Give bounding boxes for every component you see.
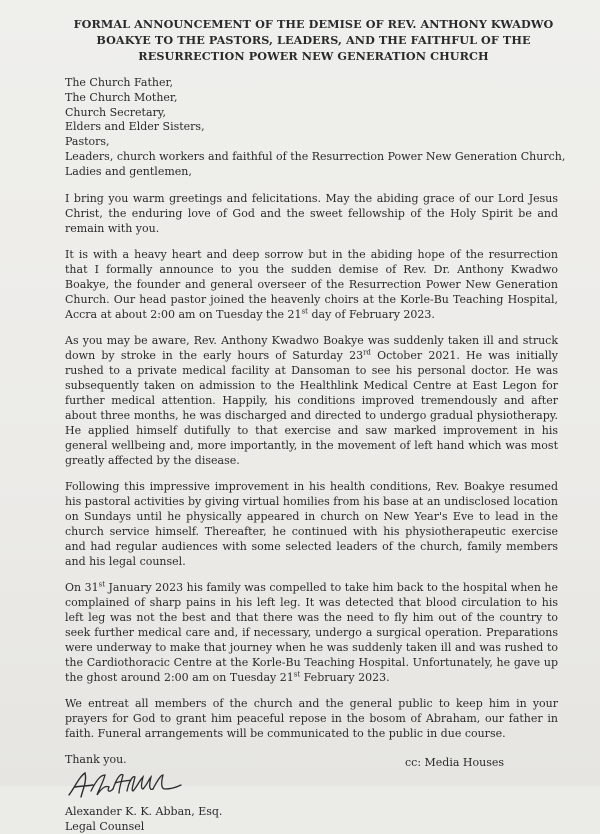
handwritten-signature — [65, 767, 185, 803]
salutation-line: Leaders, church workers and faithful of the Resurrection Power New Generation Church, — [65, 149, 566, 163]
signature-block — [65, 804, 558, 834]
salutation-line: The Church Mother, — [65, 90, 178, 104]
announcement-title: FORMAL ANNOUNCEMENT OF THE DEMISE OF REV. ANTHONY KWADWO BOAKYE TO THE PASTORS, LEADERS, AND THE FAITHFUL OF THE RESURRECTION POWER NEW GENERATION CHURCH — [73, 17, 554, 63]
closing-text: Thank you. — [65, 752, 127, 766]
salutation-line: Elders and Elder Sisters, — [65, 120, 205, 134]
greeting-paragraph: I bring you warm greetings and felicitations. May the abiding grace of our Lord Jesus Christ, the enduring love of God and the sweet fellowship of the Holy Spirit be and remain with you. — [65, 191, 558, 235]
salutation-block — [65, 76, 566, 180]
ordinal-suffix: st — [301, 306, 308, 315]
salutation-line: The Church Father, — [65, 76, 174, 89]
ordinal-suffix: st — [293, 669, 301, 678]
signatory-name: Alexander K. K. Abban, Esq. — [65, 804, 223, 818]
signatory-role: Legal Counsel — [65, 819, 145, 833]
recovery-paragraph: Following this impressive improvement in his health conditions, Rev. Boakye resumed his pastoral activities by giving virtual homilies from his base at an undisclosed location on Sundays until he physically appeared in church on New Year's Eve to lead in the church service himself. Thereafter, he continued with his physiotherapeutic exercise and had regular audiences with some selected leaders of the church, family members and his legal counsel. — [65, 479, 558, 568]
ordinal-suffix: rd — [363, 347, 371, 356]
hospital-text-a: On 31 — [65, 580, 99, 594]
hospital-text-b: January 2023 his family was compelled to take him back to the hospital when he complained of sharp pains in his left leg. It was detected that blood circulation to his left leg was not the best and that there was the need to fly him out of the country to seek further medical care and, if necessary, undergo a surgical operation. Preparations were underway to make that journey when he was suddenly taken ill and was rushed to the Cardiothoracic Centre at the Korle-Bu Teaching Hospital. Unfortunately, he gave up the ghost around 2:00 am on Tuesday 21 — [65, 580, 558, 684]
cc-line: cc: Media Houses — [405, 756, 505, 769]
announcement-text: It is with a heavy heart and deep sorrow but in the abiding hope of the resurrection that I formally announce to you the sudden demise of Rev. Dr. Anthony Kwadwo Boakye, the founder and general overseer of the Resurrection Power New Generation Church. Our head pastor joined the heavenly choirs at the Korle-Bu Teaching Hospital, Accra at about 2:00 am on Tuesday the 21 — [65, 247, 558, 321]
salutation-line: Ladies and gentlemen, — [65, 164, 192, 178]
hospital-paragraph — [65, 580, 558, 685]
illness-text-a: As you may be aware, Rev. Anthony Kwadwo Boakye was suddenly taken ill and struck down by stroke in the early hours of Saturday 23 — [65, 333, 558, 362]
prayer-paragraph: We entreat all members of the church and the general public to keep him in your prayers for God to grant him peaceful repose in the bosom of Abraham, our father in faith. Funeral arrangements will be communicated to the public in due course. — [65, 696, 558, 740]
salutation-line: Pastors, — [65, 135, 110, 149]
salutation-line: Church Secretary, — [65, 105, 167, 119]
hospital-text-c: February 2023. — [300, 670, 390, 684]
illness-text-b: October 2021. He was initially rushed to a private medical facility at Dansoman to see his personal doctor. He was subsequently taken on admission to the Healthlink Medical Centre at East Legon for further medical attention. Happily, his conditions improved tremendously and after about three months, he was discharged and directed to undergo gradual physiotherapy. He applied himself dutifully to that exercise and saw marked improvement in his general wellbeing and, more importantly, in the movement of left hand which was most greatly affected by the disease. — [65, 348, 558, 467]
illness-paragraph — [65, 333, 558, 468]
announcement-paragraph — [65, 247, 558, 322]
announcement-text-end: day of February 2023. — [307, 307, 435, 321]
ordinal-suffix: st — [98, 579, 106, 588]
